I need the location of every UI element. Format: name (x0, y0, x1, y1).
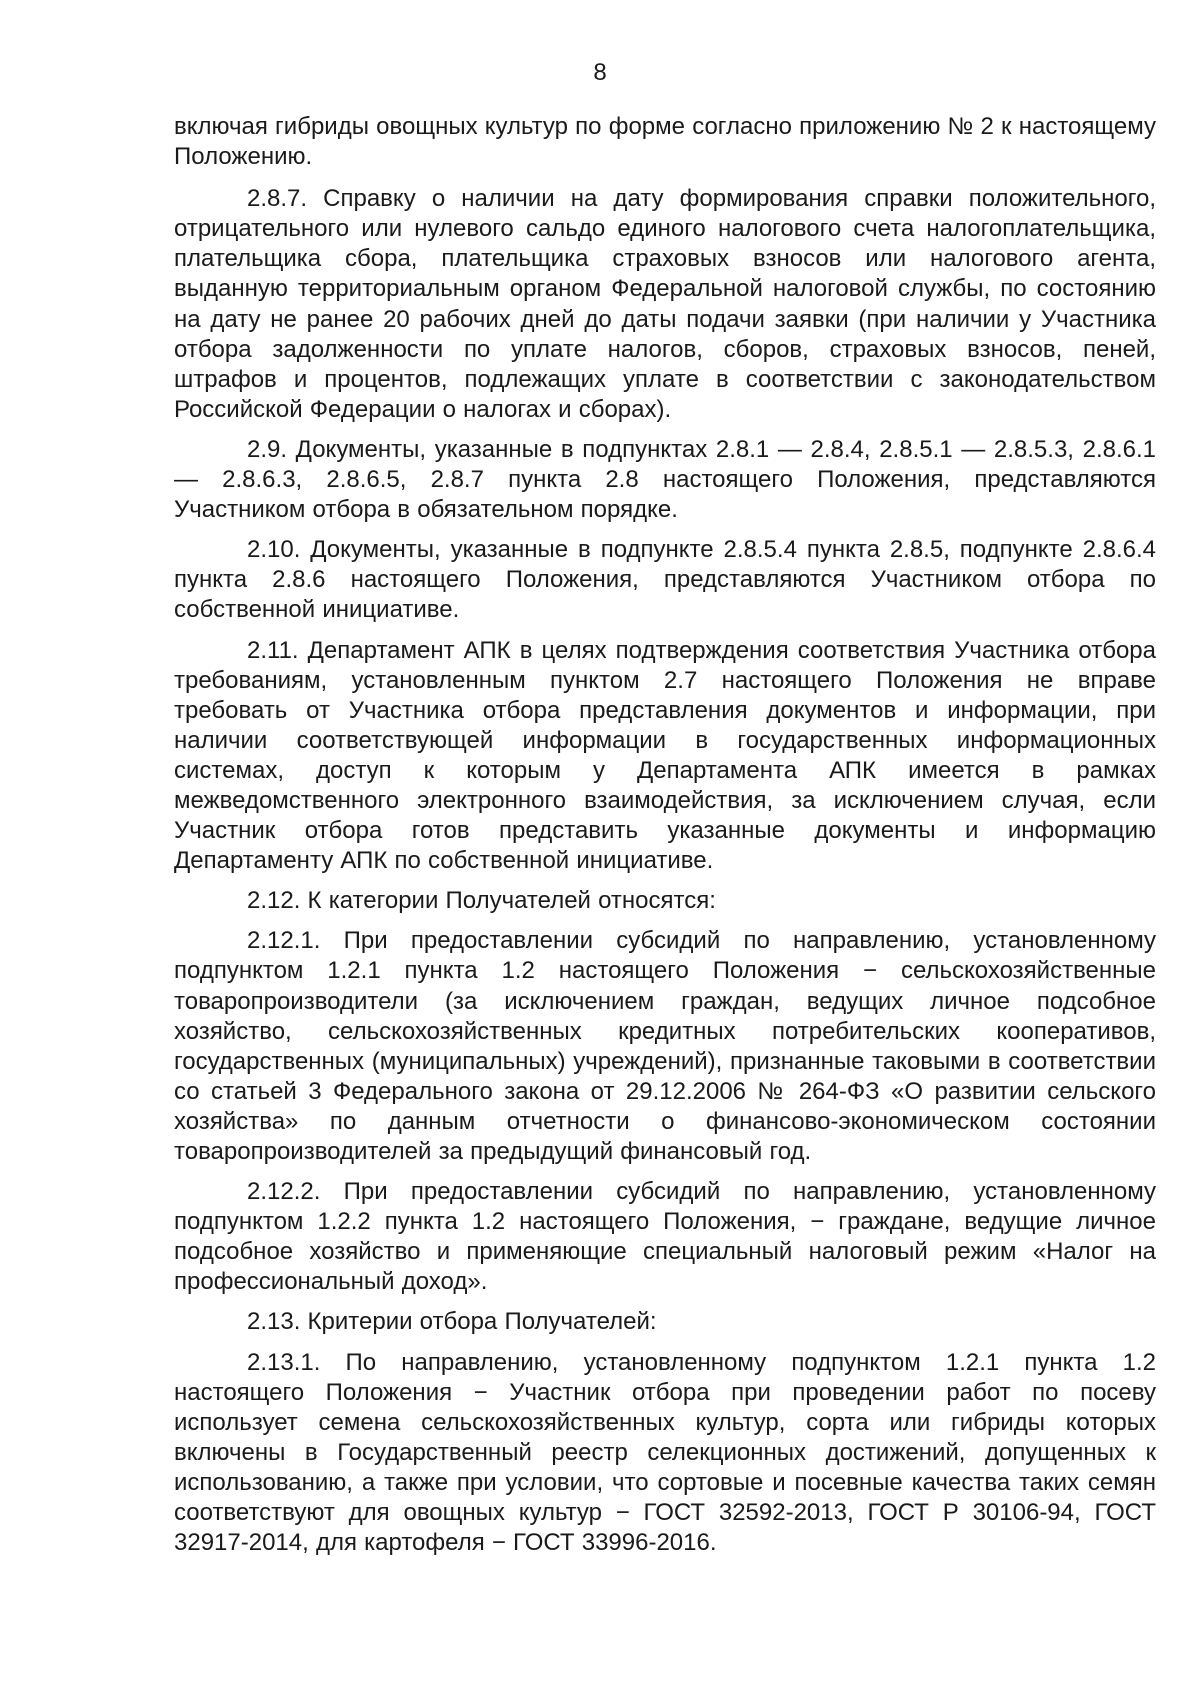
paragraph-continuation: включая гибриды овощных культур по форме согласно приложению № 2 к настоящему Положению. (174, 113, 1156, 171)
paragraph-2-8-7: 2.8.7. Справку о наличии на дату формирования справки положительного, отрицательного или нулевого сальдо единого налогового счета налогоплательщика, плательщика сбора, плательщика страховых взносов или налогового агента, выданную территориальным органом Федеральной налоговой службы, по состоянию на дату не ранее 20 рабочих дней до даты подачи заявки (при наличии у Участника отбора задолженности по уплате налогов, сборов, страховых взносов, пеней, штрафов и процентов, подлежащих уплате в соответствии с законодательством Российской Федерации о налогах и сборах). (174, 185, 1156, 423)
paragraph-2-11: 2.11. Департамент АПК в целях подтверждения соответствия Участника отбора требованиям, установленным пунктом 2.7 настоящего Положения не вправе требовать от Участника отбора представления документов и информации, при наличии соответствующей информации в государственных информационных системах, доступ к которым у Департамента АПК имеется в рамках межведомственного электронного взаимодействия, за исключением случая, если Участник отбора готов представить указанные документы и информацию Департаменту АПК по собственной инициативе. (174, 636, 1156, 875)
paragraph-2-12-1: 2.12.1. При предоставлении субсидий по направлению, установленному подпунктом 1.2.1 пункта 1.2 настоящего Положения − сельскохозяйственные товаропроизводители (за исключением граждан, ведущих личное подсобное хозяйство, сельскохозяйственных кредитных потребительских кооперативов, государственных (муниципальных) учреждений), признанные таковыми в соответствии со статьей 3 Федерального закона от 29.12.2006 № 264-ФЗ «О развитии сельского хозяйства» по данным отчетности о финансово-экономическом состоянии товаропроизводителей за предыдущий финансовый год. (174, 927, 1156, 1165)
document-body (174, 112, 1156, 1568)
paragraph-2-10: 2.10. Документы, указанные в подпункте 2.8.5.4 пункта 2.8.5, подпункте 2.8.6.4 пункта 2.8.6 настоящего Положения, представляются Участником отбора по собственной инициативе. (174, 536, 1156, 624)
paragraph-2-12-2: 2.12.2. При предоставлении субсидий по направлению, установленному подпунктом 1.2.2 пункта 1.2 настоящего Положения, − граждане, ведущие личное подсобное хозяйство и применяющие специальный налоговый режим «Налог на профессиональный доход». (174, 1178, 1156, 1296)
paragraph-2-13-1: 2.13.1. По направлению, установленному подпунктом 1.2.1 пункта 1.2 настоящего Положения − Участник отбора при проведении работ по посеву использует семена сельскохозяйственных культур, сорта или гибриды которых включены в Государственный реестр селекционных достижений, допущенных к использованию, а также при условии, что сортовые и посевные качества таких семян соответствуют для овощных культур − ГОСТ 32592-2013, ГОСТ Р 30106-94, ГОСТ 32917-2014, для картофеля − ГОСТ 33996-2016. (174, 1348, 1156, 1557)
page-number: 8 (593, 59, 607, 86)
paragraph-2-13: 2.13. Критерии отбора Получателей: (247, 1308, 657, 1336)
paragraph-2-12: 2.12. К категории Получателей относятся: (247, 887, 716, 915)
paragraph-2-9: 2.9. Документы, указанные в подпунктах 2.8.1 — 2.8.4, 2.8.5.1 — 2.8.5.3, 2.8.6.1 — 2.8.6.3, 2.8.6.5, 2.8.7 пункта 2.8 настоящего Положения, представляются Участником отбора в обязательном порядке. (174, 435, 1156, 524)
